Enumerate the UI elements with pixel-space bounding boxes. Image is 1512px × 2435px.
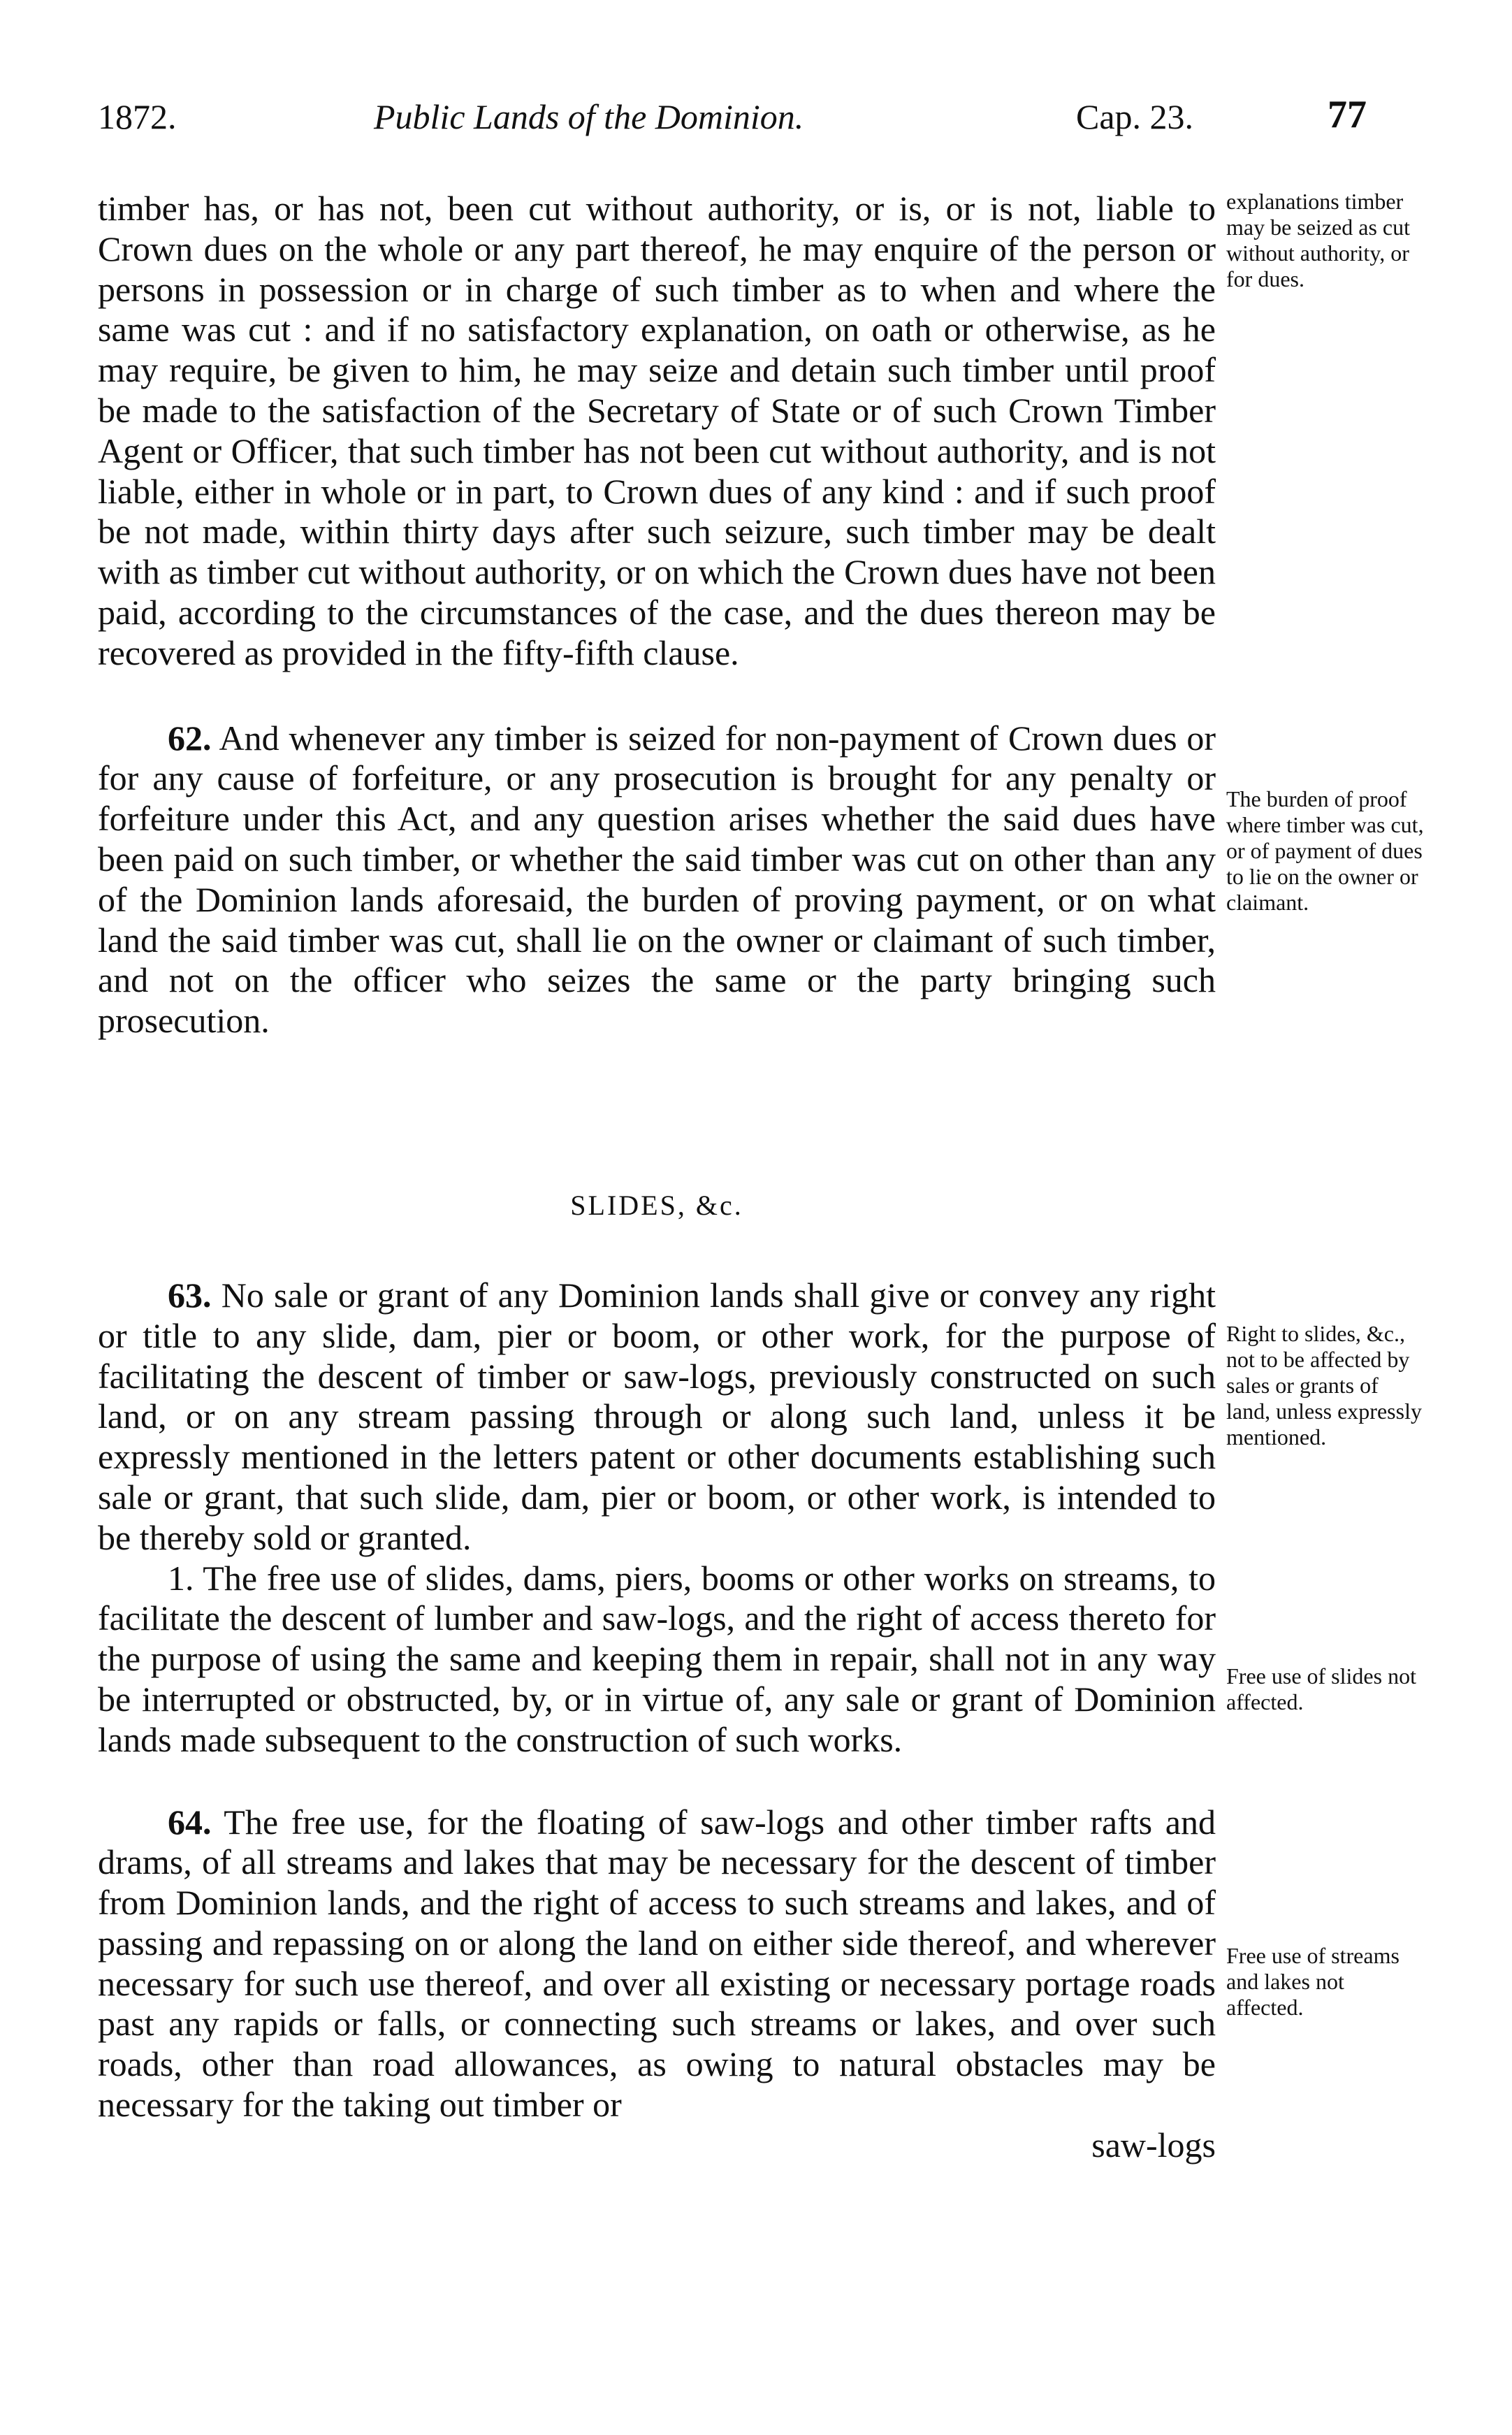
margin-note: Free use of slides not affected.: [1226, 1663, 1416, 1714]
page-number: 77: [1328, 93, 1367, 136]
section-text: The free use, for the floating of saw-logs and other timber rafts and drams, of all streams and lakes that may be necessary for the descent of timber from Dominion lands, and the right of access to such streams and lakes, and of passing and repassing on or along the land on either side thereof, and wherever necessary for such use thereof, and over all existing or necessary portage roads past any rapids or falls, or connecting such streams or lakes, and over such roads, other than road allowances, as owing to natural obstacles may be necessary for the taking out timber or: [98, 1802, 1216, 2125]
running-head: [98, 93, 1425, 159]
subsection-number: 1.: [168, 1558, 194, 1598]
body-column: [98, 189, 1216, 2166]
header-chapter: Cap. 23.: [1076, 97, 1194, 136]
section-number: 63.: [168, 1275, 212, 1315]
subsection-63-1: [98, 1559, 1216, 1761]
header-year: 1872.: [98, 97, 177, 136]
section-heading: SLIDES, &c.: [570, 1189, 743, 1221]
margin-note: explanations timber may be seized as cut without authority, or for dues.: [1226, 189, 1410, 291]
section-64: [98, 1802, 1216, 2125]
section-text: And whenever any timber is seized for non-payment of Crown dues or for any cause of forfeiture, or any prosecution is brought for any penalty or forfeiture under this Act, and any question arises whether the said dues have been paid on such timber, or whether the said timber was cut on other than any of the Dominion lands aforesaid, the burden of proving payment, or on what land the said timber was cut, shall lie on the owner or claimant of such timber, and not on the officer who seizes the same or the party bringing such prosecution.: [98, 718, 1216, 1041]
margin-note: The burden of proof where timber was cut, or of payment of dues to lie on the owner or claimant.: [1226, 786, 1424, 915]
margin-note: Right to slides, &c., not to be affected by sales or grants of land, unless expressly mentioned.: [1226, 1321, 1422, 1450]
subsection-text: The free use of slides, dams, piers, booms or other works on streams, to facilitate the descent of lumber and saw-logs, and the right of access thereto for the purpose of using the same and keeping them in repair, shall not in any way be interrupted or obstructed, by, or in virtue of, any sale or grant of Dominion lands made subsequent to the construction of such works.: [98, 1558, 1216, 1759]
section-text: No sale or grant of any Dominion lands shall give or convey any right or title to any slide, dam, pier or boom, or other work, for the purpose of facilitating the descent of timber or saw-logs, previously constructed on such land, or on any stream passing through or along such land, unless it be expressly mentioned in the letters patent or other documents establishing such sale or grant, that such slide, dam, pier or boom, or other work, is intended to be thereby sold or granted.: [98, 1275, 1216, 1557]
header-title: Public Lands of the Dominion.: [374, 97, 804, 136]
section-number: 64.: [168, 1802, 212, 1842]
paragraph-continued: timber has, or has not, been cut without authority, or is, or is not, liable to Crown dues on the whole or any part thereof, he may enquire of the person or persons in possession or in charge of such timber as to when and where the same was cut : and if no satisfactory explanation, on oath or otherwise, as he may require, be given to him, he may seize and detain such timber until proof be made to the satisfaction of the Secretary of State or of such Crown Timber Agent or Officer, that such timber has not been cut without authority, and is not liable, either in whole or in part, to Crown dues of any kind : and if such proof be not made, within thirty days after such seizure, such timber may be dealt with as timber cut without authority, or on which the Crown dues have not been paid, according to the circumstances of the case, and the dues thereon may be recovered as provided in the fifty-fifth clause.: [98, 189, 1216, 672]
margin-note: Free use of streams and lakes not affected.: [1226, 1943, 1400, 2020]
section-62: [98, 718, 1216, 1041]
section-number: 62.: [168, 718, 212, 758]
section-63: [98, 1276, 1216, 1559]
catchword: saw-logs: [1091, 2125, 1216, 2165]
